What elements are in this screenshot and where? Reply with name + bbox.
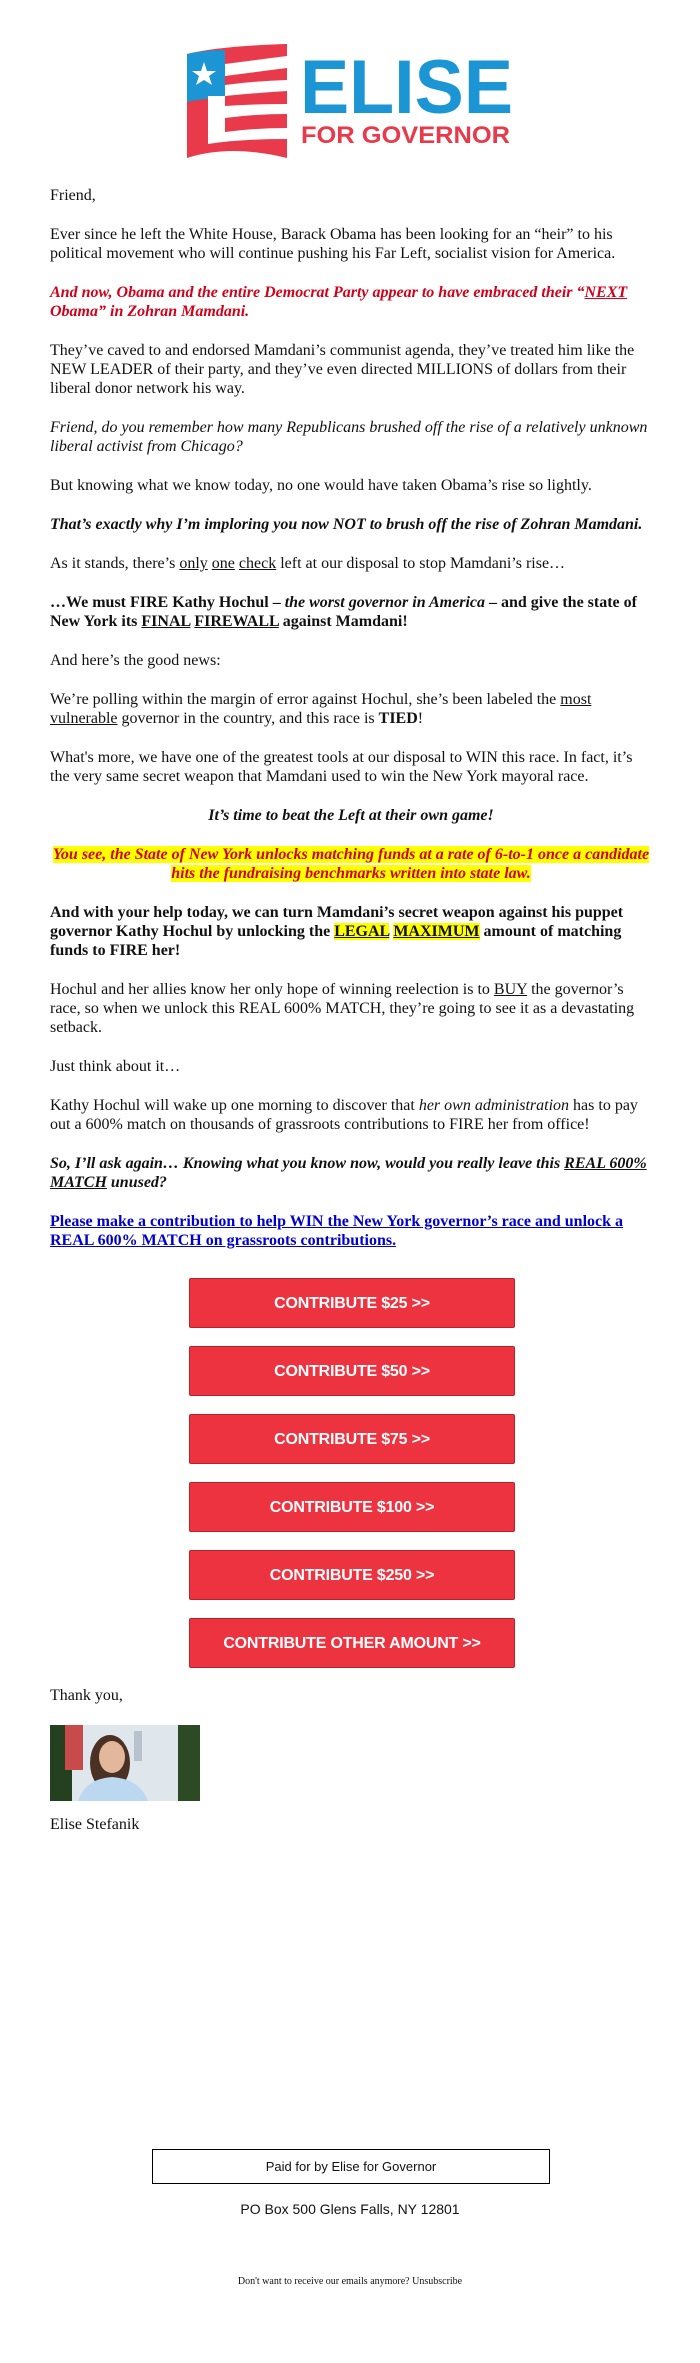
text-segment: As it stands, there’s — [50, 555, 180, 572]
text-segment: LEGAL — [334, 923, 390, 940]
text-segment: REAL 600% MATCH — [50, 1155, 647, 1191]
paid-for-disclaimer: Paid for by Elise for Governor — [152, 2149, 550, 2184]
text-segment: So, I’ll ask again… Knowing what you know now, would you really leave this — [50, 1155, 565, 1172]
letter-paragraph — [50, 903, 652, 960]
text-segment: It’s time to beat the Left at their own game! — [208, 807, 494, 824]
letter-paragraph — [50, 283, 652, 321]
logo-tagline: FOR GOVERNOR — [301, 122, 510, 149]
text-segment: only — [179, 555, 208, 572]
contribute-button[interactable]: CONTRIBUTE $75 >> — [189, 1414, 515, 1464]
unsubscribe-link[interactable]: Unsubscribe — [412, 2276, 463, 2287]
letter-paragraph — [50, 980, 652, 1037]
flag-e-icon — [187, 44, 287, 158]
letter-paragraphs — [50, 186, 652, 1250]
letter-paragraph — [50, 225, 652, 263]
text-segment: the worst governor in America — [284, 594, 485, 611]
contribute-button[interactable]: CONTRIBUTE $100 >> — [189, 1482, 515, 1532]
text-segment: TIED — [378, 710, 418, 727]
text-segment: amount of matching funds to FIRE her! — [50, 923, 622, 959]
text-segment: her own administration — [418, 1097, 570, 1114]
text-segment: They’ve caved to and endorsed Mamdani’s communist agenda, they’ve treated him like the NEW LEADER of their party, and they’ve even directed MILLIONS of dollars from their liberal donor network his way. — [50, 342, 635, 397]
text-segment: governor in the country, and this race is — [117, 710, 379, 727]
candidate-photo — [50, 1725, 200, 1801]
text-segment: MAXIMUM — [393, 923, 480, 940]
text-segment: ! — [417, 710, 424, 727]
letter-body — [50, 186, 652, 1854]
text-segment: against Mamdani! — [278, 613, 408, 630]
letter-paragraph — [50, 593, 652, 631]
unsubscribe-line — [0, 2276, 700, 2287]
contribution-buttons — [189, 1278, 515, 1668]
text-segment: Ever since he left the White House, Barack Obama has been looking for an “heir” to his political movement who will continue pushing his Far Left, socialist vision for America. — [50, 226, 616, 262]
text-segment: That’s exactly why I’m imploring you now NOT to brush off the rise of Zohran Mamdani. — [50, 516, 643, 533]
letter-paragraph — [50, 341, 652, 398]
text-segment: BUY — [493, 981, 528, 998]
closing: Thank you, — [50, 1687, 123, 1704]
contribute-link[interactable] — [50, 1212, 652, 1250]
text-segment: FINAL — [141, 613, 191, 630]
text-segment: Obama” in Zohran Mamdani. — [50, 303, 250, 320]
contribute-button[interactable]: CONTRIBUTE $25 >> — [189, 1278, 515, 1328]
text-segment: check — [238, 555, 277, 572]
letter-paragraph — [50, 690, 652, 728]
letter-paragraph — [50, 806, 652, 825]
contribute-button[interactable]: CONTRIBUTE OTHER AMOUNT >> — [189, 1618, 515, 1668]
text-segment: And with your help today, we can turn Mamdani’s secret weapon against his puppet governor Kathy Hochul by unlocking the — [50, 904, 624, 940]
letter-paragraph — [50, 1096, 652, 1134]
text-segment[interactable]: Please make a contribution to help WIN the New York governor’s race and unlock a REAL 600% MATCH on grassroots contributions. — [50, 1213, 624, 1249]
text-segment: one — [211, 555, 235, 572]
text-segment: Just think about it… — [50, 1058, 181, 1075]
letter-paragraph — [50, 1154, 652, 1192]
letter-paragraph — [50, 186, 652, 205]
text-segment: Friend, — [50, 187, 96, 204]
letter-paragraph — [50, 476, 652, 495]
text-segment: And here’s the good news: — [50, 652, 221, 669]
text-segment: Hochul and her allies know her only hope of winning reelection is to — [50, 981, 494, 998]
contribute-button[interactable]: CONTRIBUTE $250 >> — [189, 1550, 515, 1600]
text-segment: unused? — [106, 1174, 167, 1191]
unsubscribe-prompt: Don't want to receive our emails anymore? — [237, 2276, 410, 2287]
text-segment: Kathy Hochul will wake up one morning to discover that — [50, 1097, 419, 1114]
text-segment: We’re polling within the margin of error against Hochul, she’s been labeled the — [50, 691, 561, 708]
text-segment: NEXT — [584, 284, 628, 301]
text-segment: has to pay out a 600% match on thousands of grassroots contributions to FIRE her from office! — [50, 1097, 638, 1133]
mailing-address: PO Box 500 Glens Falls, NY 12801 — [240, 2201, 460, 2217]
text-segment: …We must FIRE Kathy Hochul – — [50, 594, 285, 611]
text-segment: – and give the state of New York its — [50, 594, 637, 630]
text-segment: FIREWALL — [194, 613, 279, 630]
text-segment: But knowing what we know today, no one would have taken Obama’s rise so lightly. — [50, 477, 592, 494]
contribute-button[interactable]: CONTRIBUTE $50 >> — [189, 1346, 515, 1396]
letter-paragraph — [50, 748, 652, 786]
text-segment: the governor’s race, so when we unlock this REAL 600% MATCH, they’re going to see it as a devastating setback. — [50, 981, 635, 1036]
text-segment: And now, Obama and the entire Democrat Party appear to have embraced their “ — [50, 284, 585, 301]
text-segment: Friend, do you remember how many Republicans brushed off the rise of a relatively unknown liberal activist from Chicago? — [50, 419, 648, 455]
letter-paragraph — [50, 515, 652, 534]
text-segment: left at our disposal to stop Mamdani’s rise… — [276, 555, 566, 572]
text-segment: most vulnerable — [50, 691, 592, 727]
letter-paragraph — [50, 554, 652, 573]
signature-name: Elise Stefanik — [50, 1816, 140, 1833]
letter-paragraph — [50, 651, 652, 670]
text-segment: You see, the State of New York unlocks matching funds at a rate of 6-to-1 once a candidate hits the fundraising benchmarks written into state law. — [52, 846, 650, 882]
logo-name: ELISE — [300, 45, 513, 130]
letter-paragraph — [50, 845, 652, 883]
letter-paragraph — [50, 418, 652, 456]
letter-paragraph — [50, 1057, 652, 1076]
text-segment: What's more, we have one of the greatest tools at our disposal to WIN this race. In fact, it’s the very same secret weapon that Mamdani used to win the New York mayoral race. — [50, 749, 633, 785]
elise-for-governor-logo — [180, 40, 520, 160]
